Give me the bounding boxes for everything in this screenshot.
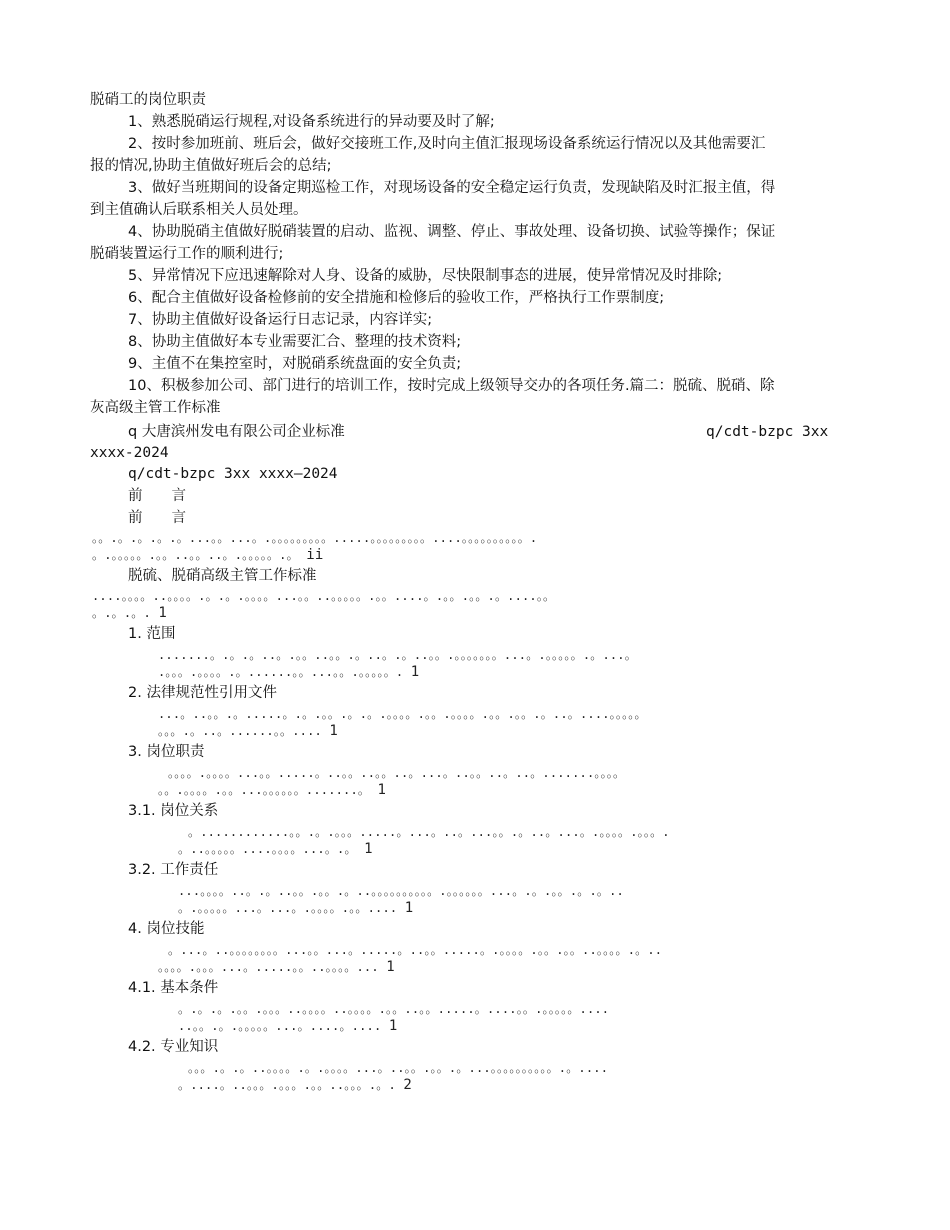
- duty-item-9: 9、主值不在集控室时，对脱硝系统盘面的安全负责;: [128, 356, 462, 372]
- standard-code-cont: xxxx-2024: [90, 445, 169, 461]
- toc-entry-responsibility: 3.2. 工作责任: [128, 862, 219, 878]
- toc-leader-6: 。............。。.。.。。。.....。...。..。...。。.。..。...。.。。。。.。。。.: [188, 825, 670, 839]
- toc-entry-references: 2. 法律规范性引用文件: [128, 685, 277, 701]
- toc-page-2: 1: [158, 605, 167, 621]
- toc-page-6: 1: [364, 841, 373, 857]
- toc-entry-duties: 3. 岗位职责: [128, 744, 205, 760]
- duty-item-3-cont: 到主值确认后联系相关人员处理。: [90, 202, 308, 218]
- toc-leader-2-cont: 。.。.。.: [92, 606, 151, 620]
- toc-page-1: ii: [306, 547, 324, 563]
- toc-leader-5-cont: 。。.。。。。.。。...。。。。。。.......。: [158, 783, 371, 797]
- toc-leader-5: 。。。。.。。。。...。。.....。..。。..。。..。...。..。。..。..。.......。。。。: [168, 766, 626, 780]
- toc-leader-6b: [178, 839, 373, 859]
- toc-page-10: 2: [403, 1077, 412, 1093]
- toc-leader-7: ...。。。。..。.。..。。.。。.。..。。。。。。。。。。.。。。。。。...。.。.。。.。.。..: [178, 884, 624, 898]
- toc-entry-main: 脱硫、脱硝高级主管工作标准: [128, 568, 317, 584]
- duty-item-4: 4、协助脱硝主值做好脱硝装置的启动、监视、调整、停止、事故处理、设备切换、试验等操作；保证: [128, 224, 776, 240]
- toc-leader-9b: [178, 1016, 397, 1036]
- toc-leader-2: ....。。。。..。。。。.。.。.。。。。...。。..。。。。。.。。....。.。。.。。.。....。。: [92, 589, 556, 603]
- toc-leader-8b: [158, 957, 395, 977]
- toc-leader-7b: [178, 898, 413, 918]
- toc-entry-basic-conditions: 4.1. 基本条件: [128, 980, 219, 996]
- duty-item-7: 7、协助主值做好设备运行日志记录，内容详实;: [128, 312, 433, 328]
- toc-leader-10: 。。。.。.。..。。。。.。.。。。。...。..。。.。。.。...。。。。。。。。。。.。....: [188, 1061, 609, 1075]
- duty-item-2-cont: 报的情况,协助主值做好班后会的总结;: [90, 158, 332, 174]
- standard-code-full: q/cdt-bzpc 3xx xxxx—2024: [128, 466, 338, 482]
- toc-page-5: 1: [377, 782, 387, 798]
- toc-leader-3-cont: .。。。.。。。。.。......。。...。。.。。。。。.: [158, 665, 404, 679]
- toc-entry-relations: 3.1. 岗位关系: [128, 803, 219, 819]
- toc-page-9: 1: [388, 1018, 398, 1034]
- duty-item-5: 5、异常情况下应迅速解除对人身、设备的威胁，尽快限制事态的进展，使异常情况及时排除;: [128, 268, 723, 284]
- toc-page-7: 1: [404, 900, 414, 916]
- toc-page-3: 1: [410, 664, 420, 680]
- toc-leader-3b: [158, 662, 419, 682]
- toc-page-4: 1: [329, 723, 338, 739]
- duty-item-1: 1、熟悉脱硝运行规程,对设备系统进行的异动要及时了解;: [128, 114, 495, 130]
- toc-leader-10-cont: 。....。..。。。.。。。.。。..。。。.。.: [178, 1078, 396, 1092]
- toc-leader-2b: [92, 603, 167, 623]
- toc-leader-10b: [178, 1075, 412, 1095]
- standard-code-right: q/cdt-bzpc 3xx: [706, 424, 829, 440]
- toc-entry-knowledge: 4.2. 专业知识: [128, 1039, 219, 1055]
- duty-item-4-cont: 脱硝装置运行工作的顺利进行;: [90, 246, 284, 262]
- duty-item-10-cont: 灰高级主管工作标准: [90, 400, 221, 416]
- toc-leader-1: 。。.。.。.。.。...。。...。.。。。。。。。。。.....。。。。。。。。。....。。。。。。。。。。.: [92, 531, 538, 545]
- toc-leader-8-cont: 。。。。.。。。...。.....。。..。。。。...: [158, 960, 379, 974]
- toc-entry-scope: 1. 范围: [128, 626, 176, 642]
- toc-leader-1-cont: 。.。。。。。.。。..。。..。.。。。。。.。: [92, 548, 299, 562]
- preface-heading-2: 前 言: [128, 510, 186, 526]
- duty-item-6: 6、配合主值做好设备检修前的安全措施和检修后的验收工作，严格执行工作票制度;: [128, 290, 665, 306]
- document-title: 脱硝工的岗位职责: [90, 92, 206, 108]
- toc-page-8: 1: [386, 959, 395, 975]
- duty-item-8: 8、协助主值做好本专业需要汇合、整理的技术资料;: [128, 334, 462, 350]
- toc-leader-1b: [92, 545, 324, 565]
- toc-leader-7-cont: 。.。。。。。...。...。.。。。。.。。....: [178, 901, 398, 915]
- standard-header-left: q 大唐滨州发电有限公司企业标准: [128, 424, 345, 440]
- preface-heading-1: 前 言: [128, 488, 186, 504]
- duty-item-10: 10、积极参加公司、部门进行的培训工作，按时完成上级领导交办的各项任务.篇二：脱硫、脱硝、除: [128, 378, 775, 394]
- toc-leader-6-cont: 。..。。。。。....。。。。...。.。: [178, 842, 357, 856]
- duty-item-2: 2、按时参加班前、班后会，做好交接班工作,及时向主值汇报现场设备系统运行情况以及其他需要汇: [128, 136, 766, 152]
- toc-entry-skills: 4. 岗位技能: [128, 921, 205, 937]
- toc-leader-5b: [158, 780, 386, 800]
- toc-leader-8: 。...。..。。。。。。。。...。。...。.....。..。。.....。.。。。。.。。.。。..。。。。.。..: [168, 943, 663, 957]
- toc-leader-4-cont: 。。。.。..。......。。....: [158, 724, 322, 738]
- toc-leader-9-cont: ..。。.。.。。。。。...。....。....: [178, 1019, 382, 1033]
- duty-item-3: 3、做好当班期间的设备定期巡检工作，对现场设备的安全稳定运行负责，发现缺陷及时汇报主值，得: [128, 180, 776, 196]
- toc-leader-3: .......。.。.。..。.。。..。。.。..。.。..。。.。。。。。。。...。.。。。。。.。...。: [158, 648, 637, 662]
- toc-leader-9: 。.。.。.。。.。。。..。。。。..。。。。.。。..。。.....。....。。.。。。。。....: [178, 1002, 610, 1016]
- toc-leader-4b: [158, 721, 338, 741]
- toc-leader-4: ...。..。。.。.....。.。.。。.。.。.。。。。.。。.。。。。.。。.。。.。..。....。。。。。: [158, 707, 647, 721]
